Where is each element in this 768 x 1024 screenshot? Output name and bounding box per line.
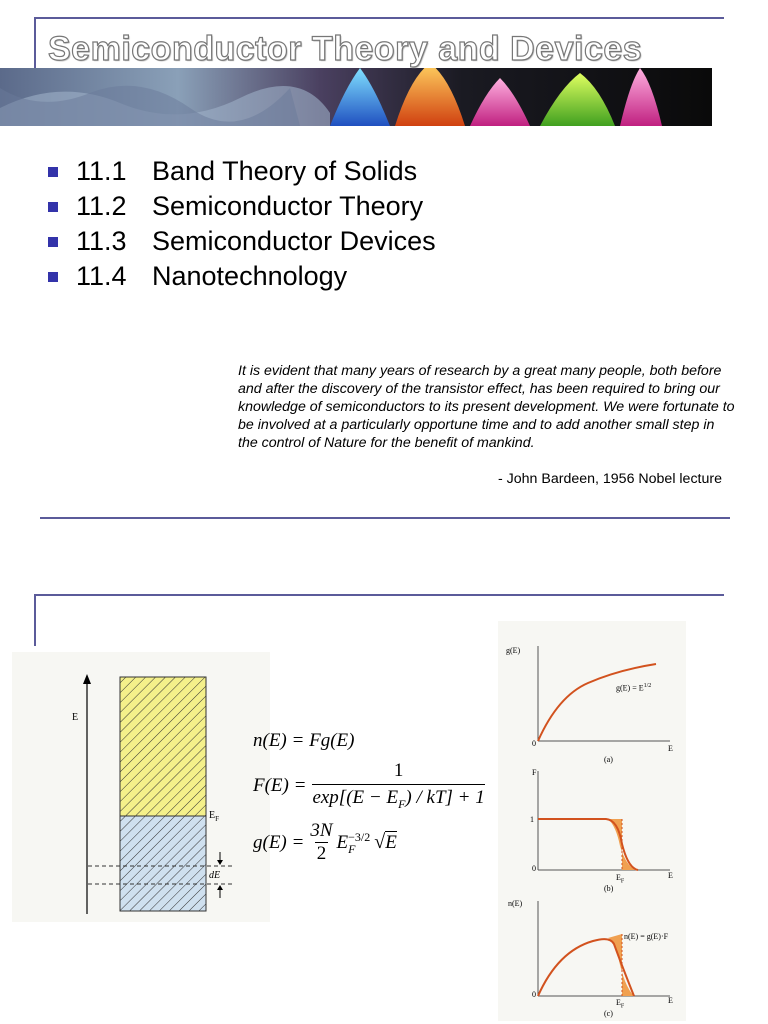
plot-c-xtick: $E_F$ <box>616 998 625 1010</box>
plot-c-caption: (c) <box>604 1009 613 1018</box>
slide1-left-rule <box>34 17 36 69</box>
distribution-plots <box>498 621 686 1021</box>
toc-item <box>48 224 436 259</box>
toc-label: Nanotechnology <box>152 261 348 291</box>
slide-title: Semiconductor Theory and Devices <box>48 30 643 68</box>
plot-b-caption: (b) <box>604 884 614 893</box>
slide2-left-rule <box>34 594 36 646</box>
fermi-level-label: $E_F$ <box>209 810 220 823</box>
plot-b-xtick: $E_F$ <box>616 873 625 885</box>
plot-b-ylabel: F <box>532 768 537 777</box>
equation-nE: n(E) = Fg(E) <box>253 730 355 751</box>
bullet-icon <box>48 272 58 282</box>
plot-a-xlabel: E <box>668 744 673 753</box>
plot-a-ylabel: g(E) <box>506 646 521 655</box>
plot-c-curve-label: n(E) = g(E)·F <box>624 932 669 941</box>
plot-b-origin: 0 <box>532 864 536 873</box>
plot-c-origin: 0 <box>532 990 536 999</box>
toc-number: 11.1 <box>76 156 127 186</box>
plot-a-curve <box>538 664 656 741</box>
band-diagram <box>12 652 270 922</box>
de-label: dE <box>209 870 221 881</box>
plot-c <box>498 896 686 1021</box>
arrow-up-icon <box>217 885 223 890</box>
toc-item <box>48 189 423 224</box>
toc-label: Band Theory of Solids <box>152 156 418 186</box>
quote-attribution: - John Bardeen, 1956 Nobel lecture <box>498 471 722 487</box>
plot-a-caption: (a) <box>604 755 613 764</box>
toc-label: Semiconductor Devices <box>152 226 436 256</box>
toc-item <box>48 154 417 189</box>
axis-arrow-icon <box>83 674 91 684</box>
quote-text: It is evident that many years of research by a great many people, both before and after the discovery of the transistor effect, has been required to bring our knowledge of semiconductors to its present development. We were fortunate to be involved at a particularly opportune time and to add another small step in the control of Nature for the benefit of mankind. <box>238 363 735 451</box>
band-diagram-graphic <box>12 652 270 922</box>
equation-fermi-dirac: F(E) = $\frac{1}{\exp[(E - E_F) / kT] + 1}$ <box>253 760 485 811</box>
equation-density-of-states: g(E) = $\frac{3N}{2}$ E −3/2 F √ E <box>253 820 397 864</box>
plot-c-xlabel: E <box>668 996 673 1005</box>
plot-b-xlabel: E <box>668 871 673 880</box>
slide2-top-rule <box>34 594 724 596</box>
toc-number: 11.2 <box>76 191 127 221</box>
plot-a-curve-label: $g(E) = E^{1/2}$ <box>616 683 652 693</box>
plot-a-origin: 0 <box>532 739 536 748</box>
plot-b-ytick: 1 <box>530 815 534 824</box>
banner-graphic <box>0 68 712 126</box>
bullet-icon <box>48 237 58 247</box>
toc-number: 11.3 <box>76 226 127 256</box>
toc-item <box>48 259 347 294</box>
slide1-bottom-rule <box>40 517 730 519</box>
plot-c-ylabel: n(E) <box>508 899 523 908</box>
bullet-icon <box>48 202 58 212</box>
slide1-top-rule <box>34 17 724 19</box>
plot-b <box>498 766 686 891</box>
arrow-down-icon <box>217 860 223 865</box>
toc-label: Semiconductor Theory <box>152 191 424 221</box>
title-banner-image <box>0 68 712 126</box>
toc-number: 11.4 <box>76 261 127 291</box>
energy-axis-label: E <box>72 712 79 723</box>
plot-a <box>498 621 686 756</box>
bullet-icon <box>48 167 58 177</box>
